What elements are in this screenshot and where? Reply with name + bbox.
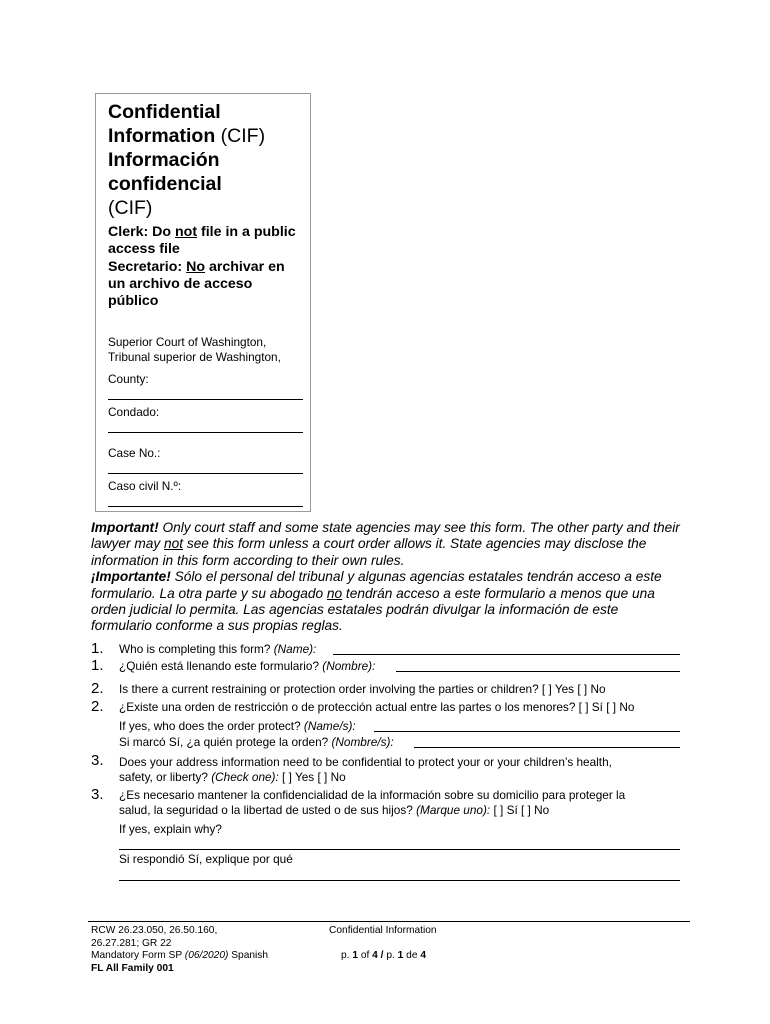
caso-civil-label: Caso civil N.º: bbox=[108, 479, 182, 493]
footer-mandatory-text: Mandatory Form SP bbox=[91, 950, 185, 961]
clerk-text-1: Clerk: Do bbox=[108, 224, 176, 240]
question-3-en-choices: [ ] Yes [ ] No bbox=[278, 770, 346, 784]
condado-field[interactable] bbox=[108, 432, 303, 433]
page-total: 4 bbox=[372, 950, 378, 961]
question-3-if-yes-es: Si respondió Sí, explique por qué bbox=[119, 852, 293, 866]
important-not-underlined: not bbox=[164, 536, 184, 552]
important-text-1: Only court staff and some state agencies may see this form. The other party and their lawyer may bbox=[91, 520, 680, 552]
important-label: Important! bbox=[91, 520, 159, 535]
question-3-es-line-2-text: salud, la seguridad o la libertad de usted o de sus hijos? bbox=[119, 803, 417, 817]
footer-rcw-line-1: RCW 26.23.050, 26.50.160, bbox=[91, 925, 218, 936]
page-current: 1 bbox=[352, 950, 358, 961]
question-3-es-choices: [ ] Sí [ ] No bbox=[490, 803, 550, 817]
question-2-if-yes-en-hint: (Name/s): bbox=[303, 719, 356, 733]
question-2-es: ¿Existe una orden de restricción o de protección actual entre las partes o los menores? [ ] Sí [ ] No bbox=[119, 700, 635, 714]
form-title-box bbox=[95, 93, 311, 512]
condado-label: Condado: bbox=[108, 405, 160, 419]
question-2-if-yes-en bbox=[119, 719, 356, 734]
page-de: de bbox=[403, 950, 421, 961]
title-line-1: Confidential bbox=[108, 101, 221, 123]
page-p: p. bbox=[341, 950, 353, 961]
footer-citation bbox=[91, 925, 268, 975]
title-line-4: confidencial bbox=[108, 173, 222, 195]
question-1-number: 1. bbox=[91, 640, 104, 657]
page-p-es: p. bbox=[386, 950, 398, 961]
secretario-text-2: archivar en un archivo de acceso público bbox=[108, 258, 285, 310]
footer-form-title: Confidential Information bbox=[329, 925, 437, 936]
question-3-en-hint: (Check one): bbox=[211, 770, 279, 784]
title-abbrev-es: (CIF) bbox=[108, 197, 153, 219]
question-1-es-hint: (Nombre): bbox=[322, 659, 376, 673]
protected-names-field-en[interactable] bbox=[374, 731, 680, 732]
question-1-number-es: 1. bbox=[91, 657, 104, 674]
title-line-3: Información bbox=[108, 149, 220, 171]
page-separator: / bbox=[377, 950, 387, 961]
important-notice bbox=[91, 520, 681, 635]
secretario-text-1: Secretario: bbox=[108, 258, 187, 275]
court-name-en: Superior Court of Washington, bbox=[108, 335, 267, 349]
important-text-2: see this form unless a court order allows it. State agencies may disclose the information in this form according to their own rules. bbox=[91, 536, 647, 568]
question-1-en-hint: (Name): bbox=[273, 642, 317, 656]
question-3-if-yes-en: If yes, explain why? bbox=[119, 822, 222, 836]
footer-mandatory-form bbox=[91, 950, 268, 963]
caso-civil-field[interactable] bbox=[108, 506, 303, 507]
case-number-field[interactable] bbox=[108, 473, 303, 474]
title-abbrev-en: (CIF) bbox=[215, 125, 266, 147]
question-2-number: 2. bbox=[91, 680, 104, 697]
question-3-es-hint: (Marque uno): bbox=[416, 803, 491, 817]
explain-why-field-en[interactable] bbox=[119, 849, 680, 850]
name-field-en[interactable] bbox=[333, 654, 680, 655]
importante-text-2: tendrán acceso a este formulario a menos que una orden judicial lo permita. Las agencias estatales podrán divulgar la información de este formulario conforme a sus propias reglas. bbox=[91, 585, 655, 634]
question-2-if-yes-es-hint: (Nombre/s): bbox=[331, 735, 394, 749]
question-2-if-yes-en-text: If yes, who does the order protect? bbox=[119, 719, 304, 733]
secretario-no-underlined: No bbox=[186, 258, 205, 275]
question-3-en-line-2-text: safety, or liberty? bbox=[119, 770, 212, 784]
question-2-number-es: 2. bbox=[91, 698, 104, 715]
case-number-label: Case No.: bbox=[108, 446, 161, 460]
question-3-number: 3. bbox=[91, 752, 104, 769]
form-title bbox=[108, 100, 308, 220]
footer-rcw-line-2: 26.27.281; GR 22 bbox=[91, 937, 172, 949]
question-1-en bbox=[119, 642, 316, 657]
clerk-not-underlined: not bbox=[175, 224, 198, 240]
page-current-es: 1 bbox=[397, 950, 404, 961]
question-1-es bbox=[119, 659, 375, 674]
county-label: County: bbox=[108, 372, 149, 386]
court-name-es: Tribunal superior de Washington, bbox=[108, 350, 281, 364]
court-name bbox=[108, 335, 281, 365]
footer-divider bbox=[88, 921, 690, 922]
title-line-2: Information bbox=[108, 125, 216, 147]
question-3-en-line-1: Does your address information need to be confidential to protect your or your children’s health, bbox=[119, 755, 612, 769]
county-field[interactable] bbox=[108, 399, 303, 400]
footer-form-code: FL All Family 001 bbox=[91, 962, 174, 974]
page-total-es: 4 bbox=[420, 950, 427, 961]
question-1-es-text: ¿Quién está llenando este formulario? bbox=[119, 659, 323, 673]
question-3-es-line-2 bbox=[119, 803, 549, 818]
question-2-if-yes-es bbox=[119, 735, 394, 750]
clerk-text-2: file in a public access file bbox=[108, 224, 296, 258]
explain-why-field-es[interactable] bbox=[119, 880, 680, 881]
question-1-en-text: Who is completing this form? bbox=[119, 642, 274, 656]
footer-language: Spanish bbox=[228, 950, 269, 961]
question-2-en: Is there a current restraining or protection order involving the parties or children? [ ] Yes [ ] No bbox=[119, 682, 606, 696]
page-of: of bbox=[358, 950, 373, 961]
footer-page-number bbox=[341, 950, 426, 963]
clerk-instruction bbox=[108, 224, 304, 310]
name-field-es[interactable] bbox=[396, 671, 680, 672]
importante-label: ¡Importante! bbox=[91, 569, 171, 585]
importante-text-1: Sólo el personal del tribunal y algunas agencias estatales tendrán acceso a este formulario. La otra parte y su abogado bbox=[91, 569, 662, 601]
question-3-en-line-2 bbox=[119, 770, 346, 785]
question-2-if-yes-es-text: Si marcó Sí, ¿a quién protege la orden? bbox=[119, 735, 332, 749]
question-3-number-es: 3. bbox=[91, 786, 104, 803]
importante-no-underlined: no bbox=[326, 585, 343, 601]
protected-names-field-es[interactable] bbox=[414, 747, 680, 748]
footer-form-date: (06/2020) bbox=[184, 950, 229, 961]
question-3-es-line-1: ¿Es necesario mantener la confidencialidad de la información sobre su domicilio para proteger la bbox=[119, 788, 626, 802]
